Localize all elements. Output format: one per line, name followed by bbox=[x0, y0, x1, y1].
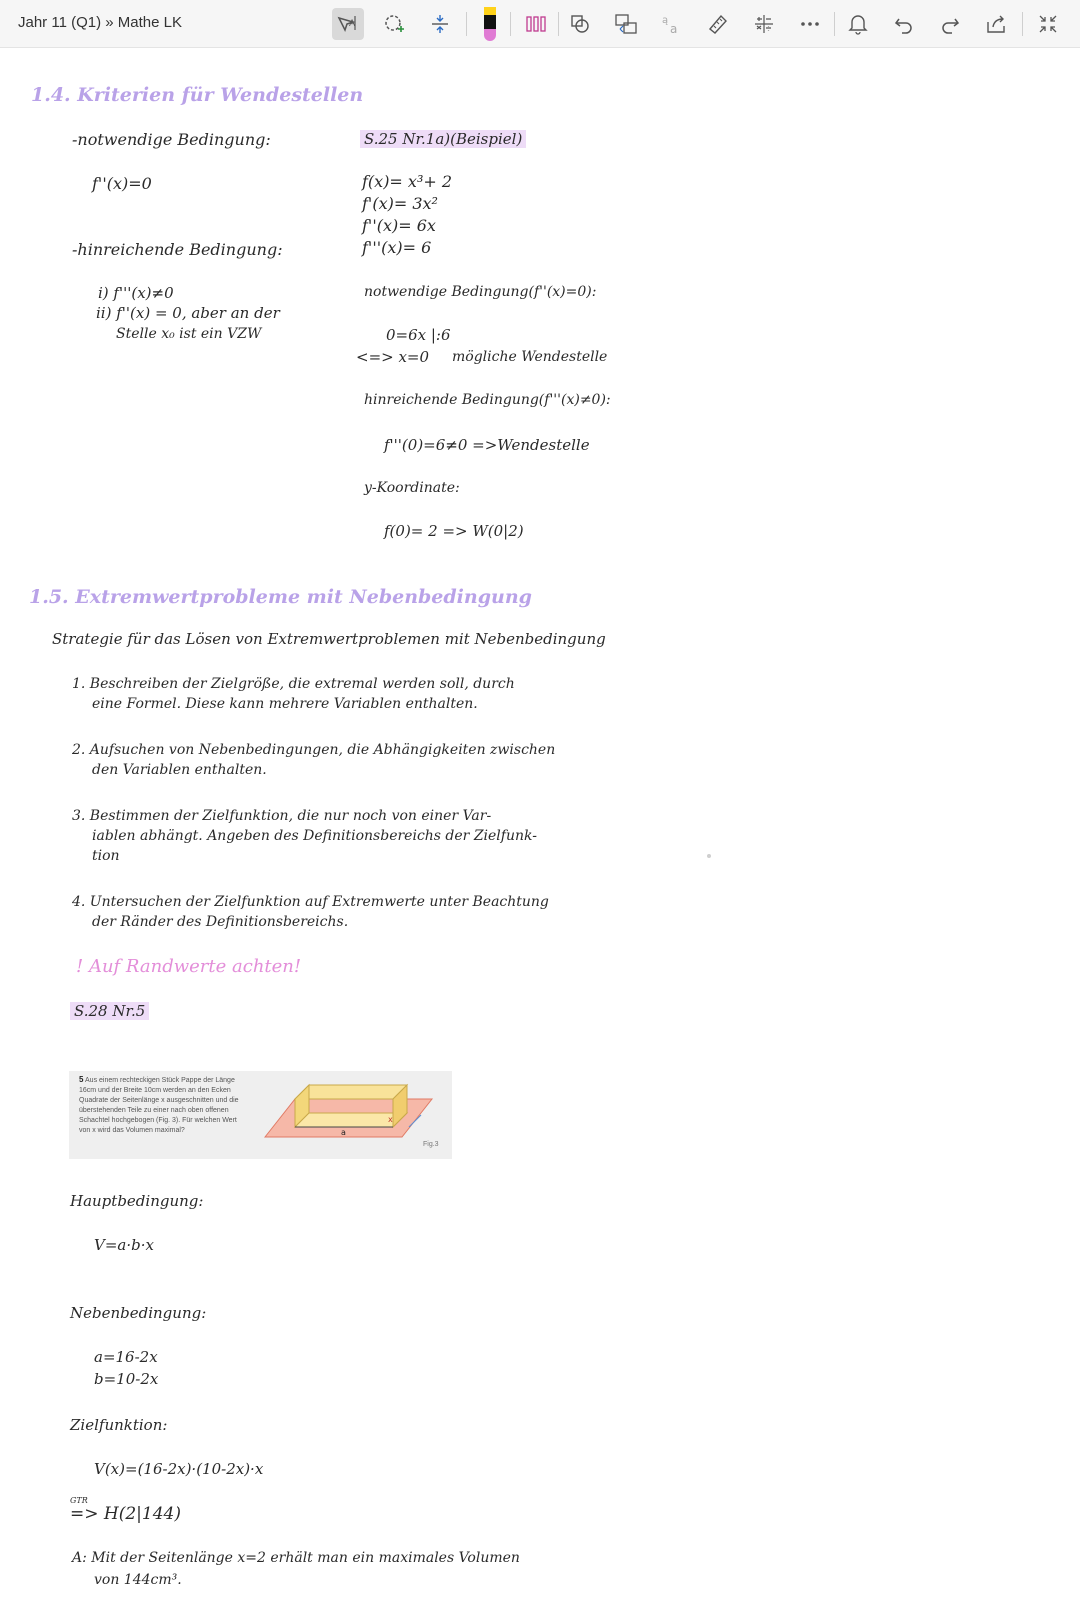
figure-label-a: a bbox=[341, 1128, 346, 1137]
equation-2-note: mögliche Wendestelle bbox=[452, 349, 608, 365]
main-condition-equation: V=a·b·x bbox=[94, 1236, 154, 1254]
step-2-line-2: den Variablen enthalten. bbox=[92, 762, 267, 778]
convert-icon[interactable] bbox=[610, 8, 642, 40]
textbook-clipping bbox=[69, 1071, 452, 1159]
step-1-line-2: eine Formel. Diese kann mehrere Variablen enthalten. bbox=[92, 696, 478, 712]
function-f1: f'(x)= 3x² bbox=[362, 194, 438, 213]
function-f3: f'''(x)= 6 bbox=[362, 238, 432, 257]
box-figure bbox=[257, 1077, 442, 1157]
sufficient-condition-i: i) f'''(x)≠0 bbox=[98, 284, 174, 302]
math-icon[interactable] bbox=[748, 8, 780, 40]
main-condition-label: Hauptbedingung: bbox=[70, 1192, 204, 1210]
step-4-line-1: 4. Untersuchen der Zielfunktion auf Extremwerte unter Beachtung bbox=[72, 894, 549, 910]
side-condition-b: b=10-2x bbox=[94, 1370, 159, 1388]
y-coordinate-equation: f(0)= 2 => W(0|2) bbox=[384, 522, 524, 540]
lasso-text-icon[interactable] bbox=[332, 8, 364, 40]
share-icon[interactable] bbox=[980, 8, 1012, 40]
step-2-line-1: 2. Aufsuchen von Nebenbedingungen, die Abhängigkeiten zwischen bbox=[72, 742, 556, 758]
figure-caption: Fig.3 bbox=[423, 1141, 439, 1148]
task-title: S.28 Nr.5 bbox=[70, 1002, 149, 1020]
section-heading-1-4: 1.4. Kriterien für Wendestellen bbox=[31, 84, 364, 106]
answer-line-1: A: Mit der Seitenlänge x=2 erhält man ein maximales Volumen bbox=[72, 1550, 520, 1566]
svg-text:ą: ą bbox=[662, 15, 669, 26]
y-coordinate-label: y-Koordinate: bbox=[364, 480, 460, 496]
step-1-line-1: 1. Beschreiben der Zielgröße, die extremal werden soll, durch bbox=[72, 676, 515, 692]
redo-icon[interactable] bbox=[934, 8, 966, 40]
step-3-line-2: iablen abhängt. Angeben des Definitionsbereichs der Zielfunk- bbox=[92, 828, 537, 844]
step-3-line-3: tion bbox=[92, 848, 120, 864]
task-description: Aus einem rechteckigen Stück Pappe der Länge 16cm und der Breite 10cm werden an den Ecken Quadrate der Seitenlänge x ausgeschnitten und die überstehenden Teile zu einer nach oben offenen Schachtel hochgebogen (Fig. 3). Für welchen Wert von x wird das Volumen maximal? bbox=[79, 1077, 239, 1134]
stray-dot bbox=[707, 854, 711, 858]
undo-icon[interactable] bbox=[888, 8, 920, 40]
sufficient-condition-ii: ii) f''(x) = 0, aber an der bbox=[96, 304, 280, 322]
gtr-result: => H(2|144) bbox=[70, 1504, 181, 1524]
target-function-equation: V(x)=(16-2x)·(10-2x)·x bbox=[94, 1460, 264, 1478]
pen-set-icon[interactable] bbox=[520, 8, 552, 40]
translate-icon[interactable] bbox=[656, 8, 688, 40]
task-number: 5 bbox=[79, 1075, 84, 1084]
collapse-icon[interactable] bbox=[1032, 8, 1064, 40]
note-canvas[interactable] bbox=[0, 48, 1080, 1620]
function-f2: f''(x)= 6x bbox=[362, 216, 436, 235]
answer-line-2: von 144cm³. bbox=[94, 1572, 182, 1588]
insert-space-icon[interactable] bbox=[424, 8, 456, 40]
sufficient-equation: f'''(0)=6≠0 =>Wendestelle bbox=[384, 436, 590, 454]
svg-text:A: A bbox=[349, 19, 356, 29]
gtr-label: GTR bbox=[70, 1496, 88, 1505]
equation-1: 0=6x |:6 bbox=[386, 326, 451, 344]
necessary-check-label: notwendige Bedingung(f''(x)=0): bbox=[364, 284, 597, 300]
app-toolbar bbox=[0, 0, 1080, 48]
equation-2: <=> x=0 bbox=[356, 348, 430, 366]
function-f: f(x)= x³+ 2 bbox=[362, 172, 453, 191]
side-condition-label: Nebenbedingung: bbox=[70, 1304, 207, 1322]
shapes-icon[interactable] bbox=[564, 8, 596, 40]
ruler-icon[interactable] bbox=[702, 8, 734, 40]
side-condition-a: a=16-2x bbox=[94, 1348, 158, 1366]
bell-icon[interactable] bbox=[842, 8, 874, 40]
sufficient-condition-label: -hinreichende Bedingung: bbox=[72, 240, 283, 259]
breadcrumb[interactable]: Jahr 11 (Q1) » Mathe LK bbox=[18, 14, 182, 31]
sufficient-condition-ii-cont: Stelle x₀ ist ein VZW bbox=[116, 326, 262, 342]
step-3-line-1: 3. Bestimmen der Zielfunktion, die nur noch von einer Var- bbox=[72, 808, 492, 824]
step-4-line-2: der Ränder des Definitionsbereichs. bbox=[92, 914, 349, 930]
strategy-title: Strategie für das Lösen von Extremwertproblemen mit Nebenbedingung bbox=[52, 630, 606, 648]
svg-text:a: a bbox=[670, 22, 678, 35]
sufficient-check-label: hinreichende Bedingung(f'''(x)≠0): bbox=[364, 392, 611, 408]
task-text bbox=[79, 1075, 249, 1136]
section-heading-1-5: 1.5. Extremwertprobleme mit Nebenbedingung bbox=[29, 586, 532, 608]
necessary-condition-formula: f''(x)=0 bbox=[92, 174, 152, 193]
boundary-warning: ! Auf Randwerte achten! bbox=[76, 956, 302, 977]
figure-label-x: x bbox=[388, 1115, 393, 1124]
more-icon[interactable] bbox=[794, 8, 826, 40]
lasso-icon[interactable] bbox=[378, 8, 410, 40]
example-title: S.25 Nr.1a)(Beispiel) bbox=[360, 130, 526, 148]
pen-black-icon[interactable] bbox=[474, 8, 506, 40]
necessary-condition-label: -notwendige Bedingung: bbox=[72, 130, 271, 149]
target-function-label: Zielfunktion: bbox=[70, 1416, 168, 1434]
